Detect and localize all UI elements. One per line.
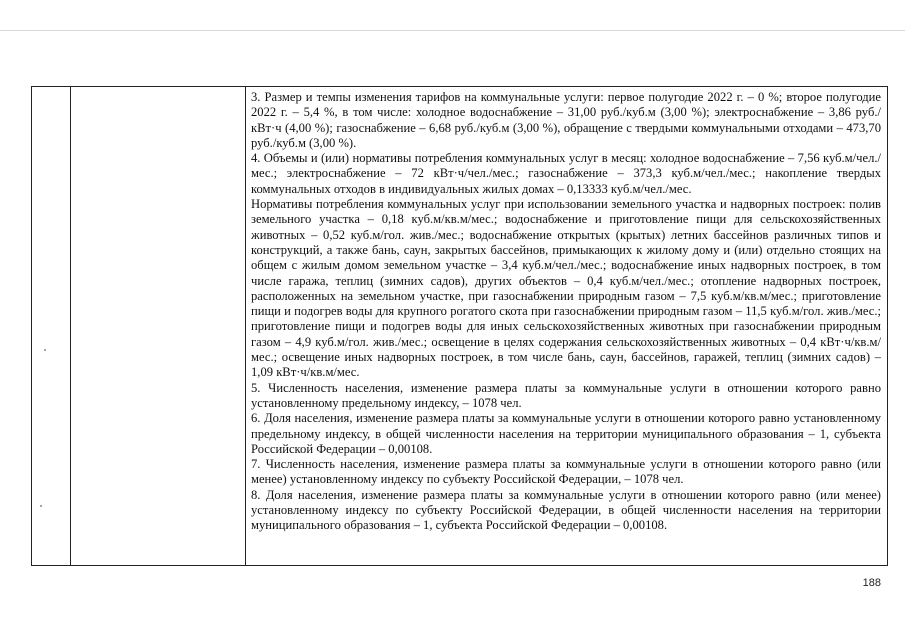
table-column-divider (245, 87, 246, 565)
document-table (31, 86, 888, 566)
scan-speck (40, 505, 42, 507)
page-number: 188 (862, 577, 881, 589)
paragraph-population-count-index: 7. Численность населения, изменение размера платы за коммунальные услуги в отношении которого равно (или менее) установленному индексу по субъекту Российской Федерации, – 1078 чел. (251, 457, 881, 487)
paragraph-population-count-limit: 5. Численность населения, изменение размера платы за коммунальные услуги в отношении которого равно установленному предельному индексу, – 1078 чел. (251, 380, 881, 410)
page-top-edge (0, 30, 905, 31)
paragraph-land-plot-norms: Нормативы потребления коммунальных услуг при использовании земельного участка и надворных построек: полив земельного участка – 0,18 куб.м/кв.м/мес.; водоснабжение и приготовление пищи для сельскохозяйственных животных – 0,52 куб.м/гол. жив./мес.; водоснабжение открытых (крытых) летних бассейнов различных типов и конструкций, а также бань, саун, закрытых бассейнов, примыкающих к жилому дому и (или) отдельно стоящих на общем с жилым домом земельном участке – 3,4 куб.м/чел./мес.; водоснабжение иных надворных построек, в том числе гаража, теплиц (зимних садов), других объектов – 0,4 куб.м/чел./мес.; отопление надворных построек, расположенных на земельном участке, при газоснабжении природным газом – 7,5 куб.м/кв.м/мес.; приготовление пищи и подогрев воды для крупного рогатого скота при газоснабжении природным газом – 11,5 куб.м/гол. жив./мес.; приготовление пищи и подогрев воды для иных сельскохозяйственных животных при газоснабжении природным газом – 4,9 куб.м/гол. жив./мес.; освещение в целях содержания сельскохозяйственных животных – 0,4 кВт·ч/кв.м/мес.; освещение иных надворных построек, в том числе бань, саун, бассейнов, гаражей, теплиц (зимних садов) – 1,09 кВт·ч/кв.м/мес. (251, 197, 881, 380)
paragraph-tariffs: 3. Размер и темпы изменения тарифов на коммунальные услуги: первое полугодие 2022 г. – 0 %; второе полугодие 2022 г. – 5,4 %, в том числе: холодное водоснабжение – 31,00 руб./куб.м (3,00 %); электроснабжение – 3,86 руб./кВт·ч (4,00 %); газоснабжение – 6,68 руб./куб.м (3,00 %), обращение с твердыми коммунальными отходами – 473,70 руб./куб.м (3,00 %). (251, 90, 881, 150)
paragraph-population-share-index: 8. Доля населения, изменение размера платы за коммунальные услуги в отношении которого равно (или менее) установленному индексу по субъекту Российской Федерации, в общей численности населения на территории муниципального образования – 1, субъекта Российской Федерации – 0,00108. (251, 487, 881, 533)
paragraph-consumption-volumes: 4. Объемы и (или) нормативы потребления коммунальных услуг в месяц: холодное водоснабжение – 7,56 куб.м/чел./мес.; электроснабжение – 72 кВт·ч/чел./мес.; газоснабжение – 373,3 куб.м/чел./мес.; накопление твердых коммунальных отходов в индивидуальных жилых домах – 0,13333 куб.м/чел./мес. (251, 151, 881, 196)
scan-speck (44, 349, 46, 351)
table-text-cell (251, 90, 881, 563)
table-column-divider (70, 87, 71, 565)
paragraph-population-share-limit: 6. Доля населения, изменение размера платы за коммунальные услуги в отношении которого равно установленному предельному индексу, в общей численности населения на территории муниципального образования – 1, субъекта Российской Федерации – 0,00108. (251, 411, 881, 456)
